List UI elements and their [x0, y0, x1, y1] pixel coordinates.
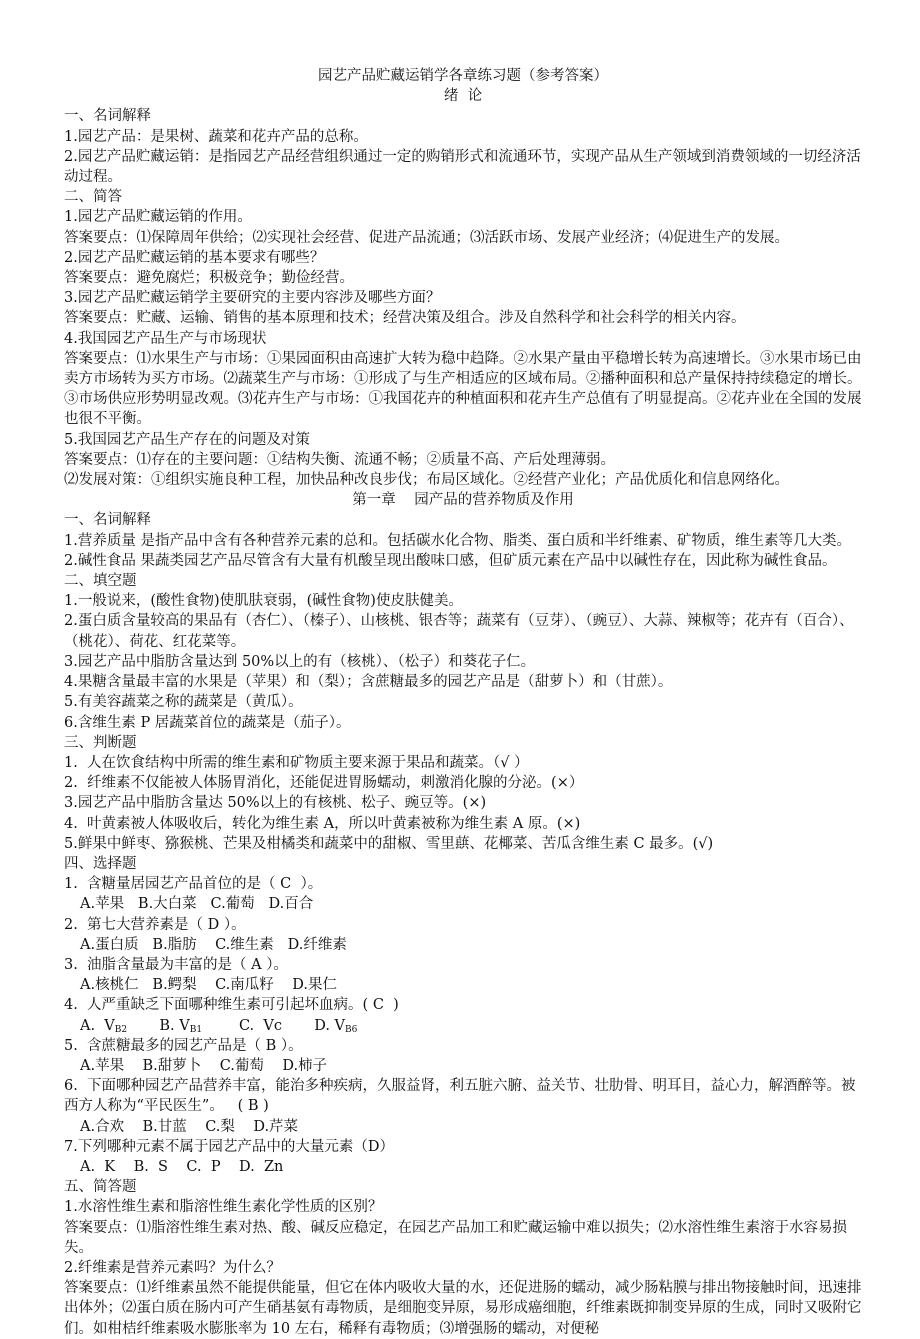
choice-options: A.合欢 B.甘蓝 C.梨 D.芹菜 [80, 1118, 299, 1135]
definition-item: 2.园艺产品贮藏运销：是指园艺产品经营组织通过一定的购销形式和流通环节，实现产品从生产领域到消费领域的一切经济活动过程。 [64, 148, 861, 186]
answer: 答案要点：避免腐烂；积极竞争；勤俭经营。 [64, 270, 354, 287]
question: 1.水溶性维生素和脂溶性维生素化学性质的区别？ [64, 1199, 383, 1216]
true-false-item: 5.鲜果中鲜枣、猕猴桃、芒果及柑橘类和蔬菜中的甜椒、雪里蕻、花椰菜、苦瓜含维生素 C 最多。(√) [64, 835, 714, 852]
fill-blank-item: 4.果糖含量最丰富的水果是（苹果）和（梨）；含蔗糖最多的园艺产品是（甜萝卜）和（甘蔗）。 [64, 674, 673, 691]
section-heading: 一、名词解释 [64, 512, 151, 529]
question: 4.我国园艺产品生产与市场现状 [64, 330, 267, 347]
choice-question: 1. 含糖量居园艺产品首位的是（ C ）。 [64, 876, 323, 893]
answer: ⑵发展对策：①组织实施良种工程，加快品种改良步伐；布局区域化。②经营产业化；产品优质化和信息网络化。 [64, 472, 789, 489]
section-heading: 一、名词解释 [64, 108, 151, 125]
choice-question: 5. 含蔗糖最多的园艺产品是（ B ）。 [64, 1037, 303, 1054]
choice-question: 3. 油脂含量最为丰富的是（ A ）。 [64, 956, 288, 973]
fill-blank-item: 2.蛋白质含量较高的果品有（杏仁）、（榛子）、山核桃、银杏等；蔬菜有（豆芽）、（豌豆）、大蒜、辣椒等；花卉有（百合）、（桃花）、荷花、红花菜等。 [64, 613, 854, 650]
question: 2.纤维素是营养元素吗？为什么？ [64, 1259, 281, 1276]
choice-question: 6. 下面哪种园艺产品营养丰富，能治多种疾病，久服益肾，利五脏六腑、益关节、壮肋骨、明耳目，益心力，解酒醉等。被西方人称为“平民医生”。 ( B ) [64, 1078, 856, 1115]
fill-blank-item: 3.园艺产品中脂肪含量达到 50%以上的有（核桃）、（松子）和葵花子仁。 [64, 653, 536, 670]
question: 2.园艺产品贮藏运销的基本要求有哪些？ [64, 249, 325, 266]
option-d-subscript: B6 [345, 1024, 358, 1035]
fill-blank-item: 5.有美容蔬菜之称的蔬菜是（黄瓜）。 [64, 694, 303, 711]
option-a-subscript: B2 [114, 1024, 128, 1035]
choice-options: A. K B. S C. P D. Zn [80, 1158, 284, 1175]
answer: 答案要点：⑴脂溶性维生素对热、酸、碱反应稳定，在园艺产品加工和贮藏运输中难以损失；⑵水溶性维生素溶于水容易损失。 [64, 1219, 847, 1256]
definition-item: 2.碱性食品 果蔬类园艺产品尽管含有大量有机酸呈现出酸味口感，但矿质元素在产品中以碱性存在，因此称为碱性食品。 [64, 552, 837, 569]
choice-question: 2. 第七大营养素是（ D ）。 [64, 916, 246, 933]
true-false-item: 1. 人在饮食结构中所需的维生素和矿物质主要来源于果品和蔬菜。（√ ） [64, 754, 529, 771]
definition-item: 1.园艺产品：是果树、蔬菜和花卉产品的总称。 [64, 128, 368, 145]
definition-item: 1.营养质量 是指产品中含有各种营养元素的总和。包括碳水化合物、脂类、蛋白质和半纤维素、矿物质，维生素等几大类。 [64, 532, 851, 549]
choice-question: 4. 人严重缺乏下面哪种维生素可引起坏血病。( C ) [64, 997, 399, 1014]
answer: 答案要点：贮藏、运输、销售的基本原理和技术；经营决策及组合。涉及自然科学和社会科学的相关内容。 [64, 310, 746, 327]
choice-question: 7.下列哪种元素不属于园艺产品中的大量元素（D） [64, 1138, 394, 1155]
fill-blank-item: 1.一般说来，(酸性食物)使肌肤衰弱，(碱性食物)使皮肤健美。 [64, 593, 463, 610]
fill-blank-item: 6.含维生素 P 居蔬菜首位的蔬菜是（茄子）。 [64, 714, 351, 731]
intro-heading: 绪 论 [443, 88, 483, 105]
true-false-item: 4. 叶黄素被人体吸收后，转化为维生素 A，所以叶黄素被称为维生素 A 原。(×) [64, 815, 581, 832]
option-b: B. V [159, 1017, 190, 1034]
document-title: 园艺产品贮藏运销学各章练习题（参考答案） [318, 68, 608, 84]
section-heading: 三、判断题 [64, 734, 137, 751]
answer: 答案要点：⑴存在的主要问题：①结构失衡、流通不畅；②质量不高、产后处理薄弱。 [64, 451, 615, 468]
option-a: A. V [80, 1017, 115, 1034]
option-d: D. V [314, 1017, 346, 1034]
choice-options: A.苹果 B.甜萝卜 C.葡萄 D.柿子 [80, 1057, 328, 1074]
question: 5.我国园艺产品生产存在的问题及对策 [64, 431, 310, 448]
answer: 答案要点：⑴水果生产与市场：①果园面积由高速扩大转为稳中趋降。②水果产量由平稳增长转为高速增长。③水果市场已由卖方市场转为买方市场。⑵蔬菜生产与市场：①形成了与生产相适应的区域布局。②播种面积和总产量保持持续稳定的增长。③市场供应形势明显改观。⑶花卉生产与市场：①我国花卉的种植面积和花卉生产总值有了明显提高。②花卉业在全国的发展也很不平衡。 [64, 350, 862, 428]
true-false-item: 3.园艺产品中脂肪含量达 50%以上的有核桃、松子、豌豆等。(×) [64, 795, 487, 812]
choice-options: A.核桃仁 B.鳄梨 C.南瓜籽 D.果仁 [80, 977, 337, 994]
choice-options: A.蛋白质 B.脂肪 C.维生素 D.纤维素 [80, 936, 347, 953]
true-false-item: 2. 纤维素不仅能被人体肠胃消化，还能促进胃肠蠕动，刺激消化腺的分泌。(×） [64, 775, 584, 792]
option-b-subscript: B1 [189, 1024, 203, 1035]
answer: 答案要点：⑴保障周年供给；⑵实现社会经营、促进产品流通；⑶活跃市场、发展产业经济；⑷促进生产的发展。 [64, 229, 789, 246]
question: 1.园艺产品贮藏运销的作用。 [64, 209, 252, 226]
section-heading: 二、简答 [64, 189, 122, 206]
choice-options [64, 1016, 862, 1036]
choice-options: A.苹果 B.大白菜 C.葡萄 D.百合 [80, 896, 314, 913]
section-heading: 四、选择题 [64, 855, 137, 872]
question: 3.园艺产品贮藏运销学主要研究的主要内容涉及哪些方面？ [64, 290, 441, 307]
option-c: C. Vc [238, 1017, 282, 1034]
answer: 答案要点：⑴纤维素虽然不能提供能量，但它在体内吸收大量的水，还促进肠的蠕动，减少肠粘膜与排出物接触时间，迅速排出体外；⑵蛋白质在肠内可产生硝基氨有毒物质，是细胞变异原，易形成癌细胞，纤维素既抑制变异原的生成，同时又吸附它们。如柑桔纤维素吸水膨胀率为 10 左右，稀释有毒物质；⑶增强肠的蠕动，对便秘 [64, 1280, 862, 1337]
section-heading: 二、填空题 [64, 573, 137, 590]
chapter-heading: 第一章 园产品的营养物质及作用 [352, 492, 574, 509]
section-heading: 五、简答题 [64, 1179, 137, 1196]
